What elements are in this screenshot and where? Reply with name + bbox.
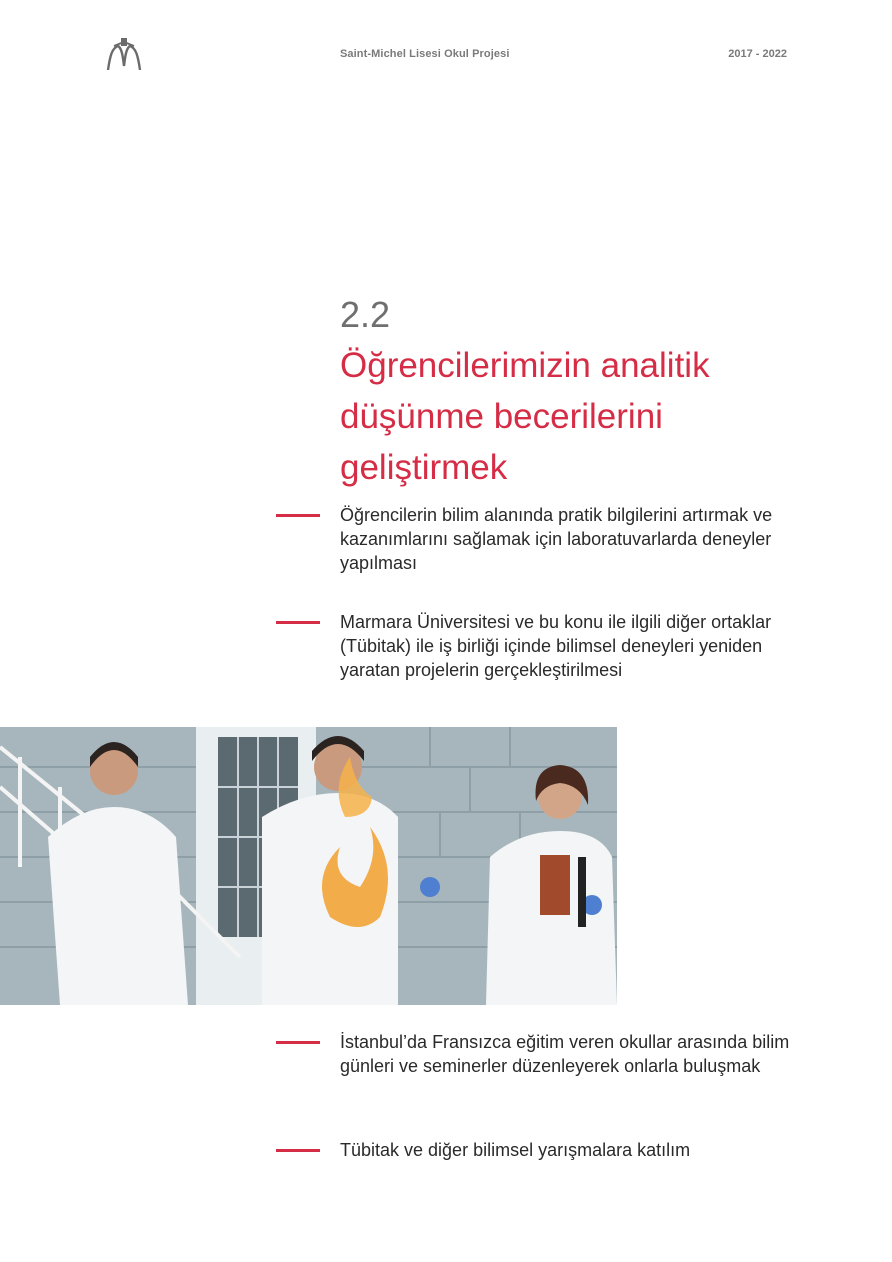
document-header-title: Saint-Michel Lisesi Okul Projesi bbox=[340, 48, 510, 60]
bullet-dash bbox=[276, 1041, 320, 1044]
section-number: 2.2 bbox=[340, 294, 391, 335]
bullet-text: Tübitak ve diğer bilimsel yarışmalara katılım bbox=[340, 1140, 691, 1160]
bullet-text: Öğrencilerin bilim alanında pratik bilgilerini artırmak ve kazanımlarını sağlamak için laboratuvarlarda deneyler yapılması bbox=[340, 505, 773, 573]
lab-experiment-photo bbox=[0, 727, 617, 1005]
bullet-dash bbox=[276, 621, 320, 624]
bullet-dash bbox=[276, 1149, 320, 1152]
section-heading: Öğrencilerimizin analitik düşünme becerilerini geliştirmek bbox=[340, 346, 710, 487]
bullet-text: İstanbul’da Fransızca eğitim veren okullar arasında bilim günleri ve seminerler düzenleyerek onlarla buluşmak bbox=[340, 1032, 790, 1076]
bullet-dash bbox=[276, 514, 320, 517]
school-logo-icon bbox=[104, 36, 144, 72]
bullet-text: Marmara Üniversitesi ve bu konu ile ilgili diğer ortaklar (Tübitak) ile iş birliği içinde bilimsel deneyleri yeniden yaratan projelerin gerçekleştirilmesi bbox=[340, 612, 772, 680]
document-header-years: 2017 - 2022 bbox=[728, 48, 787, 60]
